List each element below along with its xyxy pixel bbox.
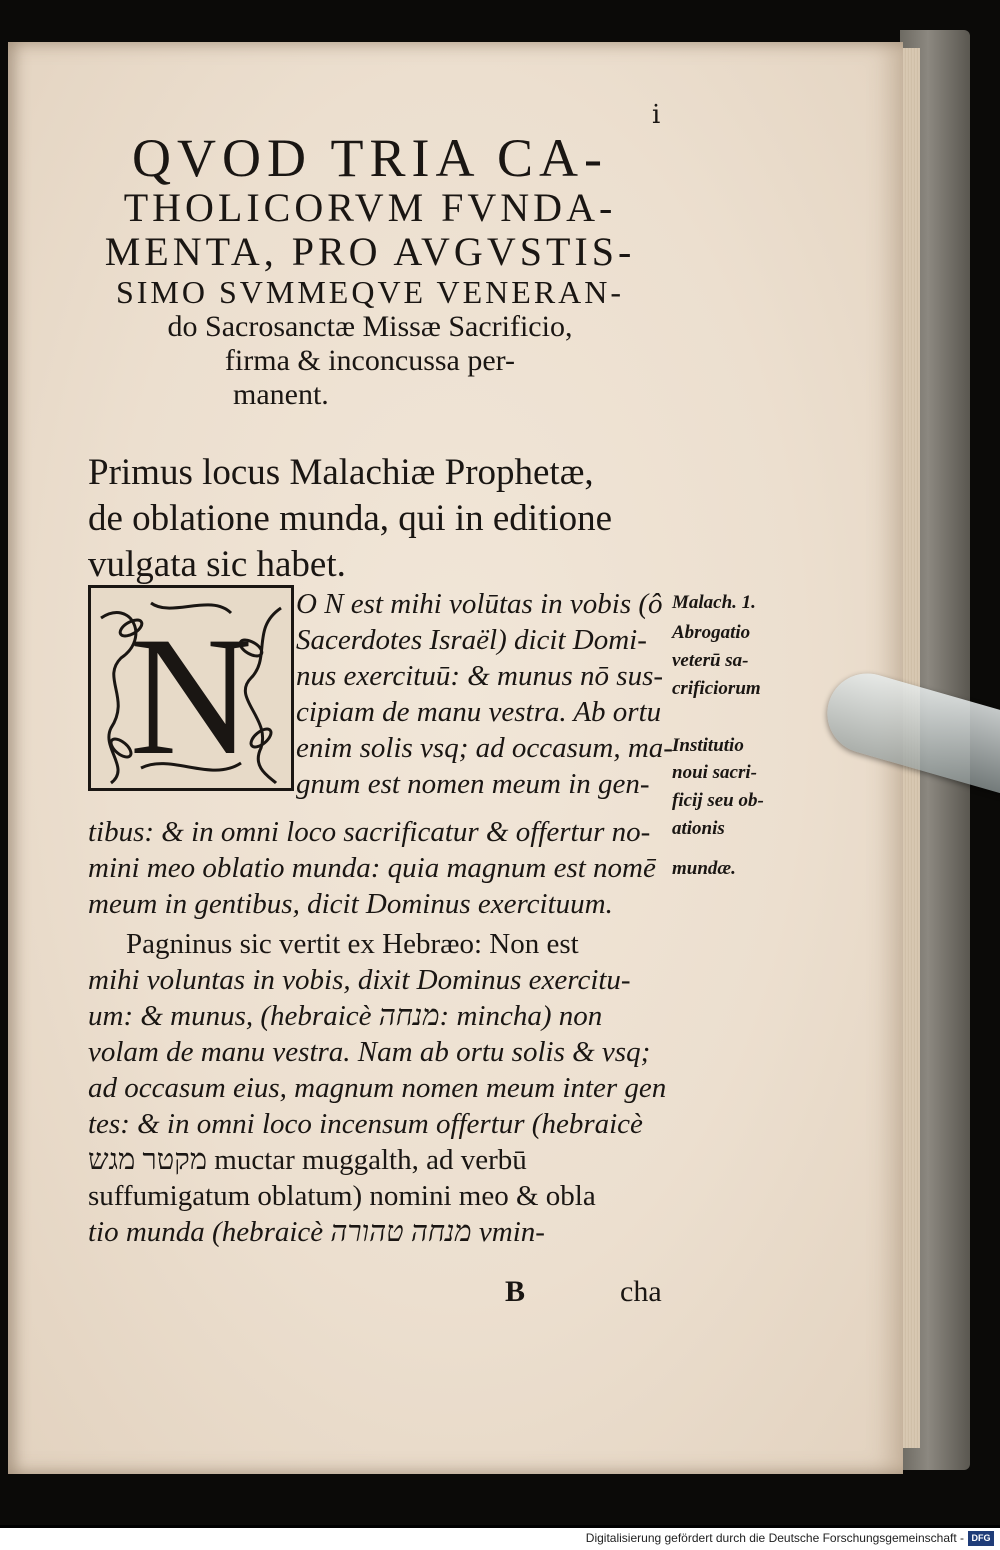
title-line: manent. — [233, 378, 329, 411]
text-line: mihi voluntas in vobis, dixit Dominus exercitu- — [88, 964, 631, 996]
title-line: THOLICORVM FVNDA- — [123, 185, 617, 230]
marginal-note: mundæ. — [672, 858, 736, 879]
text-line: nus exercituū: & munus nō sus- — [296, 660, 664, 692]
text-line: um: & munus, (hebraicè מנחה: mincha) non — [88, 1000, 603, 1032]
marginal-note: crificiorum — [672, 678, 761, 699]
dfg-logo-icon: DFG — [968, 1531, 994, 1546]
credit-bar — [0, 1528, 1000, 1550]
text-line: meum in gentibus, dicit Dominus exercituum. — [88, 888, 613, 920]
text-line: tio munda (hebraicè מנחה טהורה vmin- — [88, 1216, 545, 1248]
heading-line: Primus locus Malachiæ Prophetæ, — [88, 452, 594, 493]
heading-line: de oblatione munda, qui in editione — [88, 498, 613, 539]
marginal-note: ficij seu ob- — [672, 790, 764, 811]
title-line: QVOD TRIA CA- — [131, 128, 608, 188]
text-line: volam de manu vestra. Nam ab ortu solis & vsq; — [88, 1036, 651, 1068]
credit-text: Digitalisierung gefördert durch die Deutsche Forschungsgemeinschaft - — [585, 1531, 964, 1545]
marginal-note: Abrogatio — [672, 622, 751, 643]
decorated-initial — [88, 585, 294, 791]
text-line: O N est mihi volūtas in vobis (ô — [296, 588, 663, 620]
catchword: cha — [620, 1275, 662, 1308]
marginal-note: Malach. 1. — [672, 592, 756, 613]
title-line: do Sacrosanctæ Missæ Sacrificio, — [167, 310, 573, 343]
marginal-note: ationis — [672, 818, 725, 839]
text-line: suffumigatum oblatum) nomini meo & obla — [88, 1180, 596, 1212]
foliage-ornament-icon — [91, 588, 291, 788]
title-line: MENTA, PRO AVGVSTIS- — [104, 229, 636, 274]
text-line: מקטר מגש muctar muggalth, ad verbū — [88, 1144, 527, 1176]
initial-letter: N — [129, 602, 253, 788]
text-line: cipiam de manu vestra. Ab ortu — [296, 696, 662, 728]
text-line: Sacerdotes Israël) dicit Domi- — [296, 624, 647, 656]
signature-mark: B — [505, 1275, 526, 1308]
title-line: SIMO SVMMEQVE VENERAN- — [115, 274, 625, 310]
marginal-note: veterū sa- — [672, 650, 749, 671]
page-number: i — [652, 100, 661, 130]
marginal-note: Institutio — [672, 735, 744, 756]
text-line: ad occasum eius, magnum nomen meum inter gen — [88, 1072, 667, 1104]
section-heading — [88, 450, 678, 588]
heading-line: vulgata sic habet. — [88, 544, 346, 585]
title-block — [60, 130, 680, 412]
first-paragraph-top — [296, 586, 673, 802]
marginal-note: noui sacri- — [672, 762, 757, 783]
second-paragraph — [88, 926, 666, 1250]
text-line: enim solis vsq; ad occasum, ma- — [296, 732, 673, 764]
first-paragraph-bottom — [88, 814, 656, 922]
text-line: Pagninus sic vertit ex Hebræo: Non est — [126, 928, 579, 960]
title-line: firma & inconcussa per- — [224, 344, 516, 377]
text-line: gnum est nomen meum in gen- — [296, 768, 650, 800]
text-line: mini meo oblatio munda: quia magnum est nomē — [88, 852, 656, 884]
text-line: tibus: & in omni loco sacrificatur & offertur no- — [88, 816, 651, 848]
text-line: tes: & in omni loco incensum offertur (hebraicè — [88, 1108, 643, 1140]
